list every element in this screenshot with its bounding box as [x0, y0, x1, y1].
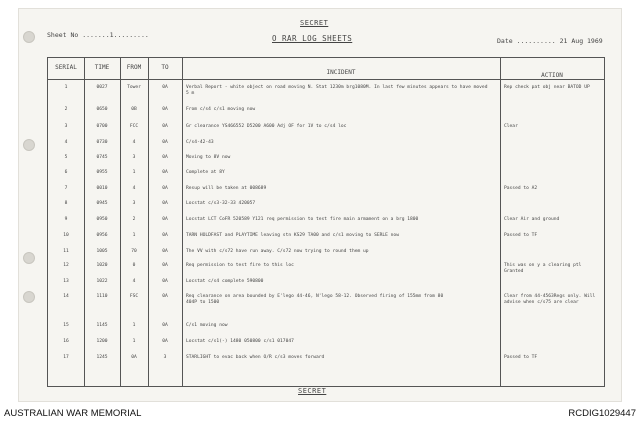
row-to: 0A	[162, 294, 168, 299]
header-to: TO	[161, 64, 169, 71]
row-time: 0956	[96, 233, 108, 238]
row-time: 0700	[96, 124, 108, 129]
classification-bottom: SECRET	[298, 387, 327, 395]
row-incident: C/s1 moving now	[186, 323, 228, 328]
log-sheet-page	[18, 8, 622, 402]
sheet-label: Sheet No	[47, 31, 79, 39]
row-action: Rep check pat obj near BATOD UP	[504, 85, 590, 90]
row-from: 3	[132, 201, 136, 206]
row-serial: 13	[63, 279, 69, 284]
row-from: 3	[132, 155, 136, 160]
row-to: 0A	[162, 217, 168, 222]
row-serial: 6	[64, 170, 68, 175]
row-from: 2	[132, 217, 136, 222]
row-time: 1245	[96, 355, 108, 360]
header-action: ACTION	[541, 72, 563, 79]
row-action: Passed to A2	[504, 186, 538, 191]
row-action: Clear	[504, 124, 518, 129]
punch-hole	[23, 252, 35, 264]
row-time: 1020	[96, 263, 108, 268]
row-serial: 14	[63, 294, 69, 299]
footer-record-id: RCDIG1029447	[568, 408, 636, 419]
header-incident: INCIDENT	[326, 69, 356, 76]
row-to: 0A	[162, 170, 168, 175]
row-from: 1	[132, 323, 136, 328]
row-action: Passed to TF	[504, 233, 538, 238]
row-serial: 11	[63, 249, 69, 254]
row-serial: 8	[64, 201, 68, 206]
row-time: 0010	[96, 186, 108, 191]
row-incident: Verbal Report - white object on road moving N. Stat 1230m brg1080M. In last few minutes appears to have moved	[186, 85, 488, 90]
row-time: 0945	[96, 201, 108, 206]
row-time: 0650	[96, 107, 108, 112]
row-to: 0A	[162, 201, 168, 206]
row-serial: 16	[63, 339, 69, 344]
row-from: 1	[132, 339, 136, 344]
punch-hole	[23, 291, 35, 303]
date-field: Date .......... 21 Aug 1969	[497, 37, 603, 45]
row-serial: 10	[63, 233, 69, 238]
row-from: 0	[132, 263, 136, 268]
row-serial: 9	[64, 217, 68, 222]
row-serial: 1	[64, 85, 68, 90]
row-incident: Gr clearance YS466552 D5200 A600 Adj OF for 1V to c/s4 loc	[186, 124, 347, 129]
row-incident: Req clearance on area bounded by E'lego 44-46, N'lego 58-12. Observed firing of 155mm from 80	[186, 294, 444, 299]
row-from: 0A	[131, 355, 137, 360]
row-serial: 7	[64, 186, 68, 191]
row-from: 4	[132, 186, 136, 191]
row-time: 1145	[96, 323, 108, 328]
row-to: 0A	[162, 279, 168, 284]
row-from: FSC	[129, 294, 139, 299]
row-incident: TARN HOLDFAST and PLAYTIME leaving stn KS29 TA00 and c/s1 moving to SERLE now	[186, 233, 399, 238]
row-time: 1110	[96, 294, 108, 299]
header-serial: SERIAL	[55, 64, 77, 71]
row-action: advise when c/s75 are clear	[504, 300, 579, 305]
row-serial: 5	[64, 155, 68, 160]
row-action: This was on y a clearing ptl	[504, 263, 582, 268]
row-to: 0A	[162, 140, 168, 145]
row-time: 1200	[96, 339, 108, 344]
row-incident: Locstat LCT CoFR 520589 Y121 req permission to test fire main armament on a brg 1800	[186, 217, 419, 222]
row-incident: Complete at 8Y	[186, 170, 225, 175]
row-action: Clear Air and ground	[504, 217, 560, 222]
row-serial: 17	[63, 355, 69, 360]
row-time: 0955	[96, 170, 108, 175]
row-to: 0A	[162, 186, 168, 191]
page-title: O RAR LOG SHEETS	[272, 34, 353, 43]
row-incident: Resup will be taken at 008689	[186, 186, 267, 191]
classification-top: SECRET	[300, 19, 329, 27]
row-action: Clear from 44-4563Regs only. Will	[504, 294, 596, 299]
row-from: 4	[132, 140, 136, 145]
row-to: 3	[163, 355, 167, 360]
row-serial: 2	[64, 107, 68, 112]
row-to: 0A	[162, 323, 168, 328]
row-time: 0027	[96, 85, 108, 90]
row-to: 0A	[162, 263, 168, 268]
log-table	[47, 57, 605, 387]
row-to: 0A	[162, 85, 168, 90]
row-to: 0A	[162, 233, 168, 238]
header-time: TIME	[94, 64, 110, 71]
row-to: 0A	[162, 107, 168, 112]
row-action: Granted	[504, 269, 524, 274]
row-time: 1005	[96, 249, 108, 254]
row-incident: Locstat c/s4 complete 590800	[186, 279, 264, 284]
row-from: 1	[132, 170, 136, 175]
date-value: 21 Aug 1969	[559, 37, 603, 45]
date-label: Date	[497, 37, 513, 45]
row-from: 4	[132, 279, 136, 284]
row-time: 0730	[96, 140, 108, 145]
footer-archive-name: AUSTRALIAN WAR MEMORIAL	[4, 408, 142, 419]
row-to: 0A	[162, 339, 168, 344]
row-incident: Moving to 8V now	[186, 155, 231, 160]
row-incident: C/s4-42-43	[186, 140, 214, 145]
sheet-number: Sheet No .......1.........	[47, 31, 149, 39]
sheet-no-value: 1	[109, 31, 114, 39]
row-incident: The VV with c/s72 have run away. C/s72 now trying to round them up	[186, 249, 369, 254]
row-incident: STARLIGHT to evac back when O/R c/s3 moves forward	[186, 355, 325, 360]
header-from: FROM	[126, 64, 142, 71]
row-incident: 404P to 1500	[186, 300, 220, 305]
row-from: 0B	[131, 107, 137, 112]
row-time: 0950	[96, 217, 108, 222]
row-from: FCC	[129, 124, 139, 129]
row-incident: Req permission to test fire to this loc	[186, 263, 294, 268]
row-from: 1	[132, 233, 136, 238]
row-serial: 3	[64, 124, 68, 129]
row-incident: Locstat c/s1(-) 1480 050800 c/s1 017047	[186, 339, 294, 344]
row-from: Tower	[127, 85, 141, 90]
row-time: 0745	[96, 155, 108, 160]
row-to: 0A	[162, 155, 168, 160]
row-serial: 12	[63, 263, 69, 268]
row-time: 1022	[96, 279, 108, 284]
row-serial: 4	[64, 140, 68, 145]
row-to: 0A	[162, 124, 168, 129]
row-incident: From c/s4 c/s1 moving now	[186, 107, 256, 112]
punch-hole	[23, 31, 35, 43]
row-action: Passed to TF	[504, 355, 538, 360]
punch-hole	[23, 139, 35, 151]
row-serial: 15	[63, 323, 69, 328]
row-from: 70	[131, 249, 137, 254]
row-to: 0A	[162, 249, 168, 254]
row-incident: Locstat c/s3-32-33 420057	[186, 201, 256, 206]
row-incident: 5 m	[186, 91, 195, 96]
